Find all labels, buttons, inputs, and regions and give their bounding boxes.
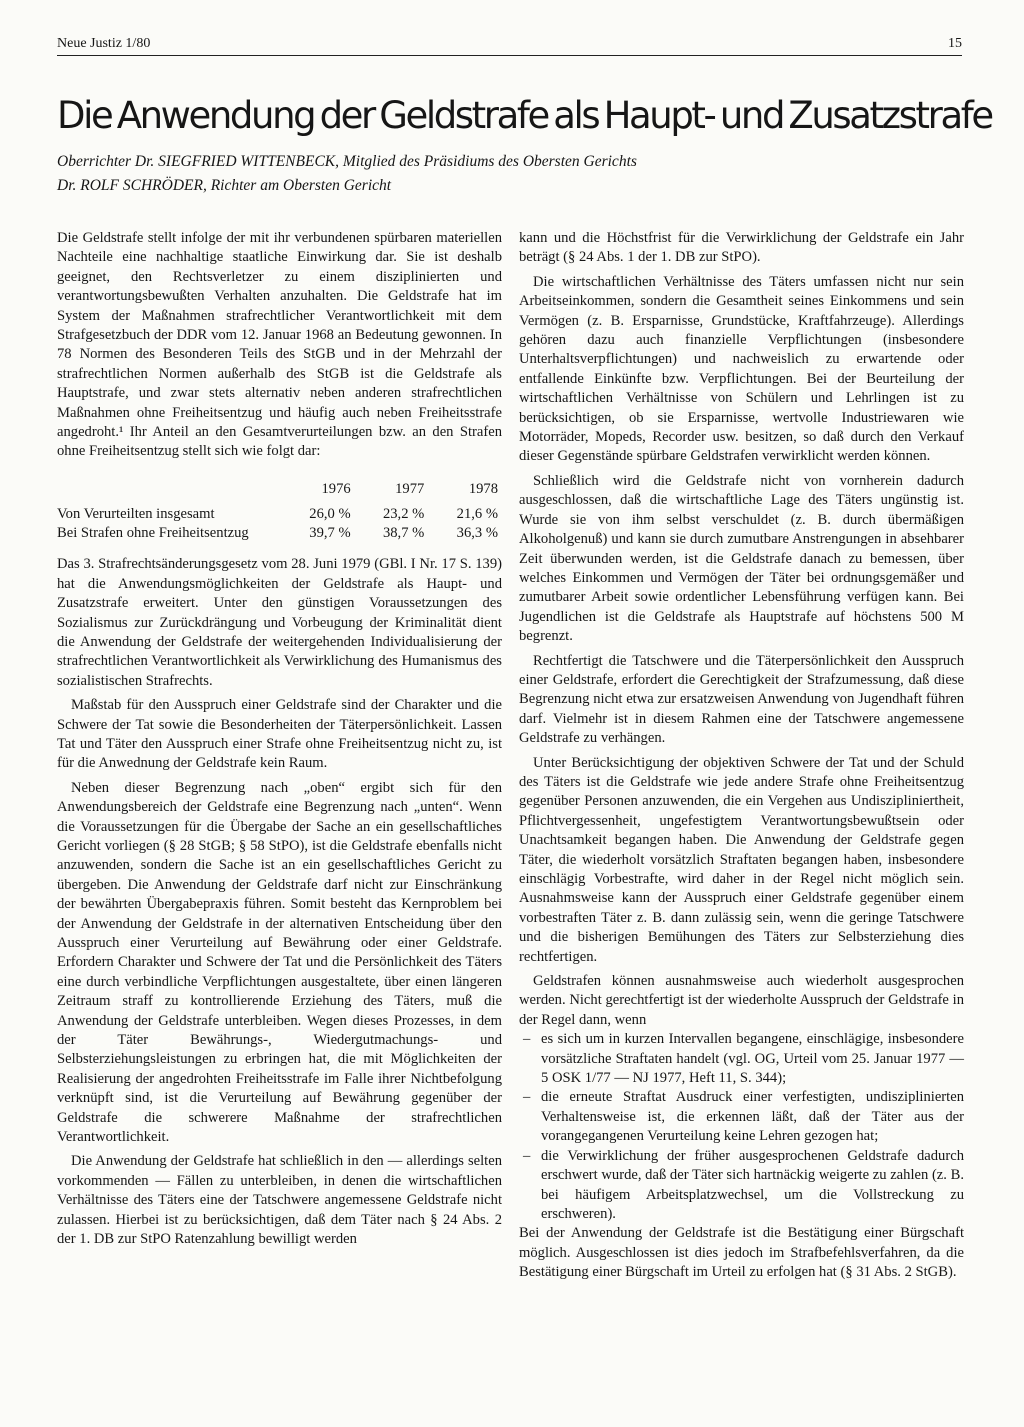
paragraph: kann und die Höchstfrist für die Verwirklichung der Geldstrafe ein Jahr beträgt (§ 24 Abs. 1 der 1. DB zur StPO). xyxy=(519,230,964,266)
right-column xyxy=(519,229,964,1283)
paragraph: Bei der Anwendung der Geldstrafe ist die Bestätigung einer Bürgschaft möglich. Ausgeschlossen ist dies jedoch im Strafbefehlsverfahren, da die Bestätigung einer Bürgschaft im Urteil zu erfolgen hat (§ 31 Abs. 2 StGB). xyxy=(519,1225,964,1281)
header-rule xyxy=(57,55,962,56)
paragraph: Rechtfertigt die Tatschwere und die Täterpersönlichkeit den Ausspruch einer Geldstrafe, erfordert die Gerechtigkeit der Strafzumessung, daß diese Begrenzung nicht etwa zur ersatzweisen Anwendung von Jugendhaft führen darf. Vielmehr ist in diesem Rahmen eine der Tatschwere angemessene Geldstrafe zu verhängen. xyxy=(519,652,964,747)
list-item: – es sich um in kurzen Intervallen begangene, einschlägige, insbesondere vorsätzliche Straftaten handelt (vgl. OG, Urteil vom 25. Januar 1977 — 5 OSK 1/77 — NJ 1977, Heft 11, S. 344); xyxy=(519,1030,964,1088)
paragraph: Schließlich wird die Geldstrafe nicht von vornherein dadurch ausgeschlossen, daß die wirtschaftliche Lage des Täters ungünstig ist. Wurde sie von ihm selbst verschuldet (z. B. durch übermäßigen Alkoholgenuß) und kann sie durch zumutbare Anstrengungen in absehbarer Zeit überwunden werden, ist die Geldstrafe danach zu bemessen, über welches Einkommen und Vermögen der Täter bei ordnungsgemäßer und zumutbarer Arbeit sowie ordentlicher Lebensführung verfügen kann. Bei Jugendlichen ist die Geldstrafe als Hauptstrafe auf höchstens 500 M begrenzt. xyxy=(519,472,964,645)
table-cell: 38,7 % xyxy=(382,525,425,542)
paragraph: Unter Berücksichtigung der objektiven Schwere der Tat und der Schuld des Täters ist die Geldstrafe wie jede andere Strafe ohne Freiheitsentzug gegenüber Personen anzuwenden, die ein Vergehen aus Undiszipliniertheit, Pflichtvergessenheit, ungefestigtem Verantwortungsbewußtsein oder Unachtsamkeit begangen haben. Die Anwendung der Geldstrafe gegen Täter, die wiederholt vorsätzlich Straftaten begangen haben, insbesondere einschlägig Vorbestrafte, wird daher in der Regel nicht möglich sein. Ausnahmsweise kann der Ausspruch einer Geldstrafe gegenüber einem vorbestraften Täter z. B. dann zulässig sein, wenn die geringe Tatschwere und die bisherigen Bemühungen des Täters zur Selbsterziehung dies rechtfertigen. xyxy=(519,754,964,965)
paragraph: Geldstrafen können ausnahmsweise auch wiederholt ausgesprochen werden. Nicht gerechtfertigt ist der wiederholte Ausspruch der Geldstrafe in der Regel dann, wenn xyxy=(519,973,964,1028)
author-line-1: Oberrichter Dr. SIEGFRIED WITTENBECK, Mitglied des Präsidiums des Obersten Gerichts xyxy=(57,153,637,170)
left-column xyxy=(57,229,502,1250)
condition-list xyxy=(519,1030,964,1224)
statistics-table xyxy=(57,478,502,543)
table-cell: 26,0 % xyxy=(309,506,351,523)
paragraph: Die Geldstrafe stellt infolge der mit ihr verbundenen spürbaren materiellen Nachteile eine nachhaltige staatliche Einwirkung dar. Sie ist deshalb geeignet, den Rechtsverletzer zu einem disziplinierten und verantwortungsbewußten Verhalten anzuhalten. Die Geldstrafe hat im System der Maßnahmen strafrechtlicher Verantwortlichkeit mit dem Strafgesetzbuch der DDR vom 12. Januar 1968 an Bedeutung gewonnen. In 78 Normen des Besonderen Teils des StGB und in der Mehrzahl der strafrechtlichen Normen außerhalb des StGB ist die Geldstrafe als Hauptstrafe, und zwar stets alternativ neben anderen strafrechtlichen Maßnahmen ohne Freiheitsentzug und häufig auch neben Freiheitsstrafe angedroht.¹ Ihr Anteil an den Gesamtverurteilungen bzw. an den Strafen ohne Freiheitsentzug stellt sich wie folgt dar: xyxy=(57,230,502,460)
article-title: Die Anwendung der Geldstrafe als Haupt- und Zusatzstrafe xyxy=(57,93,992,137)
author-line-2: Dr. ROLF SCHRÖDER, Richter am Obersten Gericht xyxy=(57,177,392,194)
journal-issue: Neue Justiz 1/80 xyxy=(57,36,151,51)
table-corner xyxy=(57,478,281,505)
column-header: 1977 xyxy=(395,480,425,497)
paragraph: Die wirtschaftlichen Verhältnisse des Täters umfassen nicht nur sein Arbeitseinkommen, sondern die Gesamtheit seines Einkommens und sein Vermögen (z. B. Ersparnisse, Grundstücke, Kraftfahrzeuge). Allerdings gehören dazu auch finanzielle Verpflichtungen (insbesondere Unterhaltsverpflichtungen) und nachweislich zu erwartende oder entfallende Einkünfte bzw. Verpflichtungen. Bei der Beurteilung der wirtschaftlichen Verhältnisse von Schülern und Lehrlingen ist zu berücksichtigen, ob sie Ersparnisse, wertvolle Industriewaren wie Motorräder, Mopeds, Recorder usw. besitzen, so daß durch den Verkauf dieser Gegenstände spürbare Geldstrafen verwirklicht werden können. xyxy=(519,273,964,465)
page-number: 15 xyxy=(948,36,962,51)
table-cell: 21,6 % xyxy=(456,506,498,523)
column-header: 1978 xyxy=(468,480,498,497)
author-block xyxy=(57,150,967,198)
paragraph: Das 3. Strafrechtsänderungsgesetz vom 28. Juni 1979 (GBl. I Nr. 17 S. 139) hat die Anwendungsmöglichkeiten der Geldstrafe als Haupt- und Zusatzstrafe erweitert. Unter den günstigen Voraussetzungen des Sozialismus zur Zurückdrängung und Vorbeugung der Kriminalität dient die Anwendung der Geldstrafe der weitergehenden Individualisierung der strafrechtlichen Verantwortlichkeit als Verwirklichung des Humanismus des sozialistischen Strafrechts. xyxy=(57,556,502,689)
list-item: – die erneute Straftat Ausdruck einer verfestigten, undisziplinierten Verhaltensweise ist, die erkennen läßt, daß der Täter aus der vorangegangenen Verurteilung keine Lehren gezogen hat; xyxy=(519,1088,964,1146)
paragraph: Die Anwendung der Geldstrafe hat schließlich in den — allerdings selten vorkommenden — Fällen zu unterbleiben, in denen die wirtschaftlichen Verhältnisse des Täters eine der Tatschwere angemessene Geldstrafe nicht zulassen. Hierbei ist zu berücksichtigen, daß dem Täter nach § 24 Abs. 2 der 1. DB zur StPO Ratenzahlung bewilligt werden xyxy=(57,1153,502,1248)
table-row xyxy=(57,505,502,524)
table-cell: 23,2 % xyxy=(382,506,425,523)
table-cell: 39,7 % xyxy=(309,525,351,542)
list-item: – die Verwirklichung der früher ausgesprochenen Geldstrafe dadurch erschwert wurde, daß der Täter sich hartnäckig weigerte zu zahlen (z. B. bei häufigem Arbeitsplatzwechsel, um die Vollstreckung zu erschweren). xyxy=(519,1147,964,1225)
row-label: Bei Strafen ohne Freiheitsentzug xyxy=(57,525,249,542)
table-row xyxy=(57,524,502,543)
column-header: 1976 xyxy=(321,480,351,497)
table-header-row xyxy=(57,478,502,505)
running-head xyxy=(57,36,962,56)
table-cell: 36,3 % xyxy=(456,525,498,542)
row-label: Von Verurteilten insgesamt xyxy=(57,506,215,523)
paragraph: Neben dieser Begrenzung nach „oben“ ergibt sich für den Anwendungsbereich der Geldstrafe eine Begrenzung nach „unten“. Wenn die Voraussetzungen für die Übergabe der Sache an ein gesellschaftliches Gericht vorliegen (§ 28 StGB; § 58 StPO), ist die Geldstrafe ebenfalls nicht anzuwenden, sondern die Sache ist an ein gesellschaftliches Gericht zu übergeben. Die Anwendung der Geldstrafe darf nicht zur Einschränkung der bewährten Übergabepraxis führen. Somit besteht das Kernproblem bei der Anwendung der Geldstrafe in der alternativen Entscheidung über den Ausspruch einer Verurteilung auf Bewährung oder einer Geldstrafe. Erfordern Charakter und Schwere der Tat und die Persönlichkeit des Täters eine durch verbindliche Verpflichtungen ausgestaltete, über einen längeren Zeitraum straff zu kontrollierende Erziehung des Täters, muß die Anwendung der Geldstrafe unterbleiben. Wegen dieses Prozesses, in dem der Täter Bewährungs-, Wiedergutmachungs- und Selbsterziehungsleistungen zu erbringen hat, die mit Möglichkeiten der Realisierung der angedrohten Freiheitsstrafe im Falle ihrer Nichtbefolgung verknüpft sind, ist die Verurteilung auf Bewährung gegenüber der Geldstrafe die schwerere Maßnahme der strafrechtlichen Verantwortlichkeit. xyxy=(57,779,502,1146)
paragraph: Maßstab für den Ausspruch einer Geldstrafe sind der Charakter und die Schwere der Tat sowie die Besonderheiten der Täterpersönlichkeit. Lassen Tat und Täter den Ausspruch einer Strafe ohne Freiheitsentzug nicht zu, ist für die Anwednung der Geldstrafe kein Raum. xyxy=(57,697,502,772)
